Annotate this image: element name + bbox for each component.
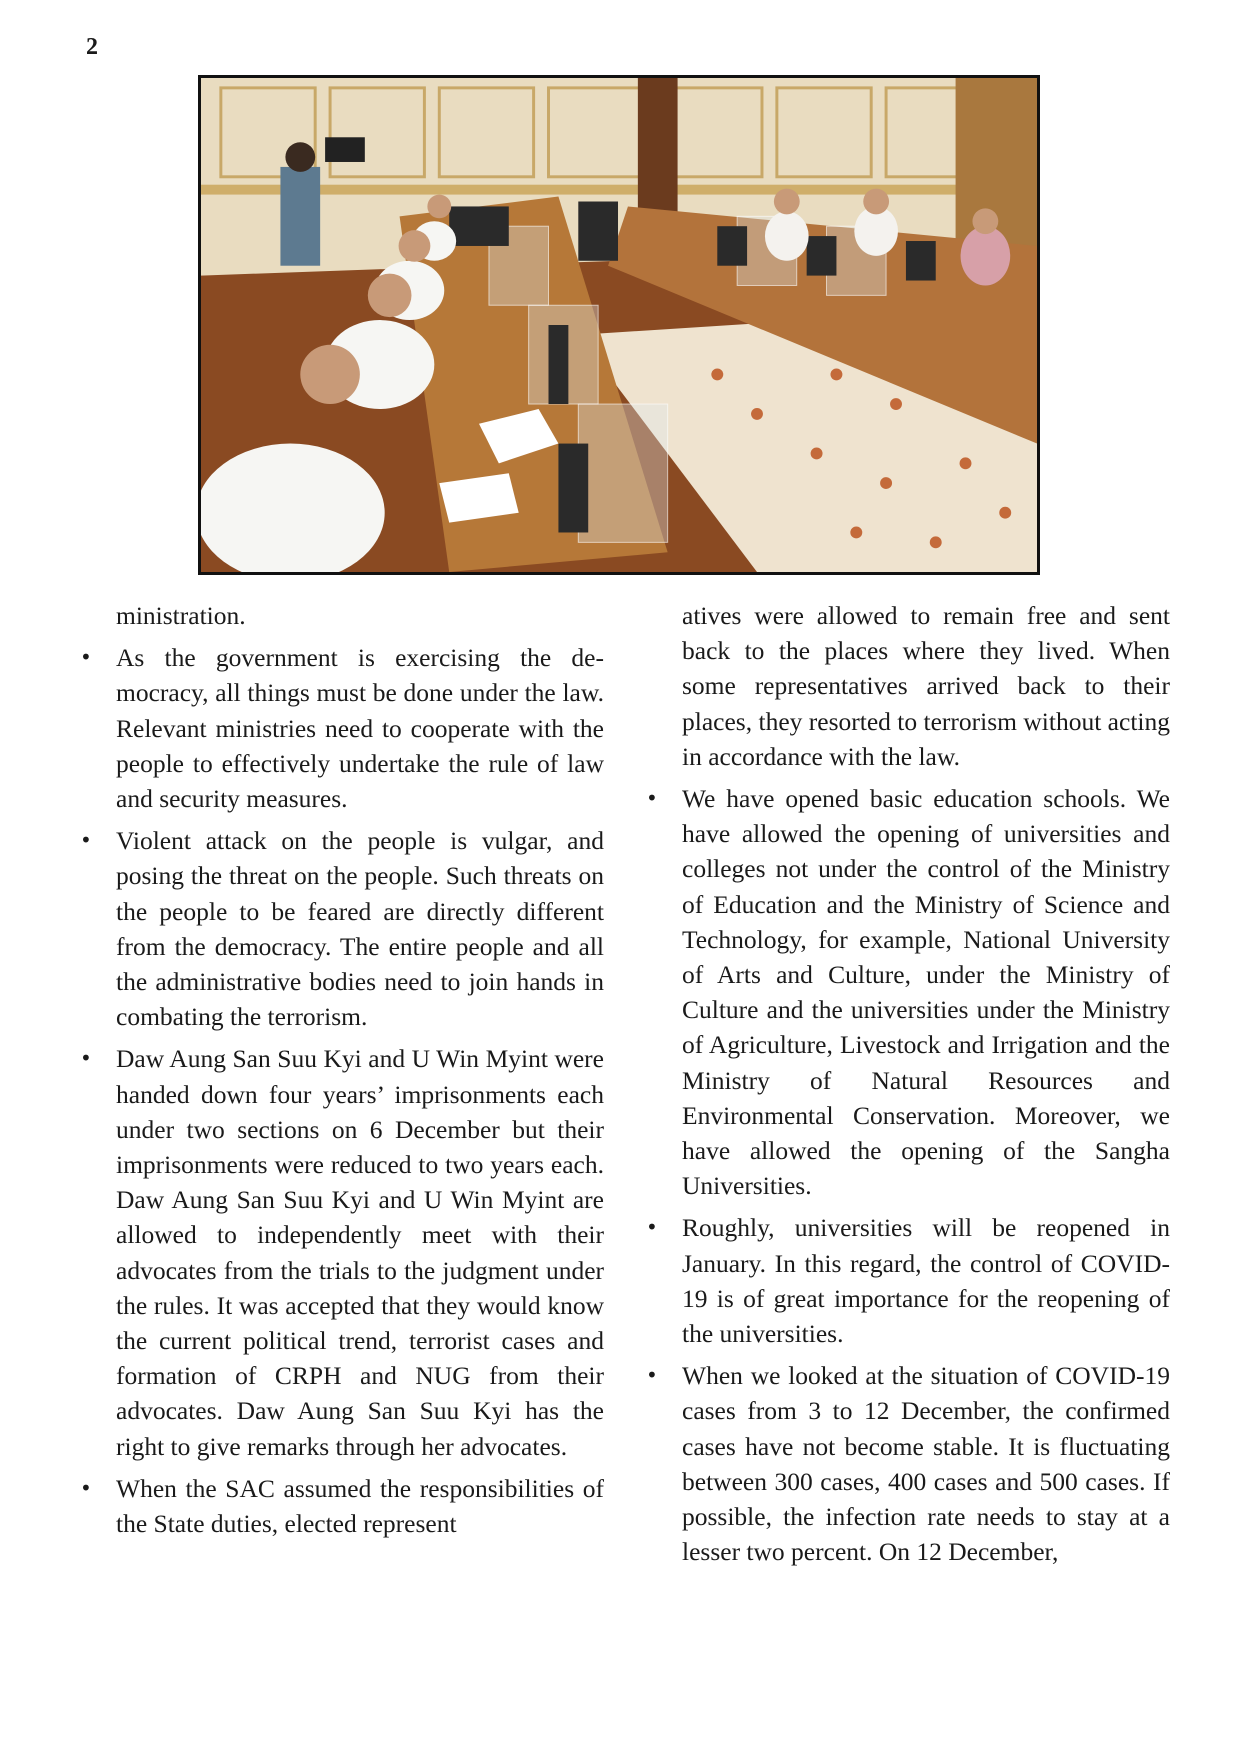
- bullet-icon: •: [646, 1363, 658, 1388]
- left-bullet-list: [80, 640, 604, 1541]
- bullet-icon: •: [646, 1215, 658, 1240]
- list-item: [80, 1471, 604, 1541]
- list-item: [646, 1210, 1170, 1351]
- meeting-photo: [198, 75, 1040, 575]
- right-bullet-list: [646, 781, 1170, 1569]
- right-continuation-text: atives were allowed to remain free and sent back to the places where they lived. When some representatives arrived back to their places, they resorted to terrorism without acting in accordance with the law.: [682, 601, 1170, 771]
- left-column: [80, 598, 604, 1548]
- left-continuation-text: ministration.: [116, 601, 246, 630]
- list-item: [646, 781, 1170, 1203]
- list-item: [80, 1041, 604, 1463]
- list-item-text: Roughly, universities will be reopened in January. In this regard, the control of COVID-19 is of great importance for the reopening of the universities.: [682, 1213, 1170, 1349]
- list-item-text: Daw Aung San Suu Kyi and U Win Myint were handed down four years’ imprisonments each under two sections on 6 December but their imprisonments were reduced to two years each. Daw Aung San Suu Kyi and U Win Myint are allowed to independently meet with their advocates from the trials to the judgment under the rules. It was accepted that they would know the current political trend, terrorist cases and formation of CRPH and NUG from their advocates. Daw Aung San Suu Kyi has the right to give remarks through her advocates.: [116, 1044, 604, 1461]
- list-item: [646, 1358, 1170, 1569]
- bullet-icon: •: [80, 828, 92, 853]
- bullet-icon: •: [646, 786, 658, 811]
- bullet-icon: •: [80, 1046, 92, 1071]
- list-item-text: Violent attack on the people is vulgar, and posing the threat on the people. Such threats on the people to be feared are directly different from the democracy. The entire people and all the administrative bodies need to join hands in combating the terrorism.: [116, 826, 604, 1032]
- bullet-icon: •: [80, 1475, 92, 1500]
- list-item: [80, 823, 604, 1034]
- page-number: 2: [86, 34, 98, 60]
- list-item-text: When the SAC assumed the responsibilities of the State duties, elected represent: [116, 1473, 604, 1539]
- list-item-text: When we looked at the situation of COVID-19 cases from 3 to 12 December, the confirmed cases have not become stable. It is fluctuating between 300 cases, 400 cases and 500 cases. If possible, the infection rate needs to stay at a lesser two percent. On 12 December,: [682, 1361, 1170, 1567]
- list-item: [80, 640, 604, 816]
- right-column: [646, 598, 1170, 1576]
- list-item-text: As the government is exercising the democracy, all things must be done under the law. Relevant ministries need to cooperate with the people to effectively undertake the rule of law and security measures.: [116, 643, 604, 814]
- bullet-icon: •: [80, 645, 92, 670]
- list-item-text: We have opened basic education schools. We have allowed the opening of universities and colleges not under the control of the Ministry of Education and the Ministry of Science and Technology, for example, National University of Arts and Culture, under the Ministry of Culture and the universities under the Ministry of Agriculture, Livestock and Irrigation and the Ministry of Natural Resources and Environmental Conservation. Moreover, we have allowed the opening of the Sangha Universities.: [682, 784, 1170, 1201]
- meeting-photo-illustration: [201, 78, 1037, 572]
